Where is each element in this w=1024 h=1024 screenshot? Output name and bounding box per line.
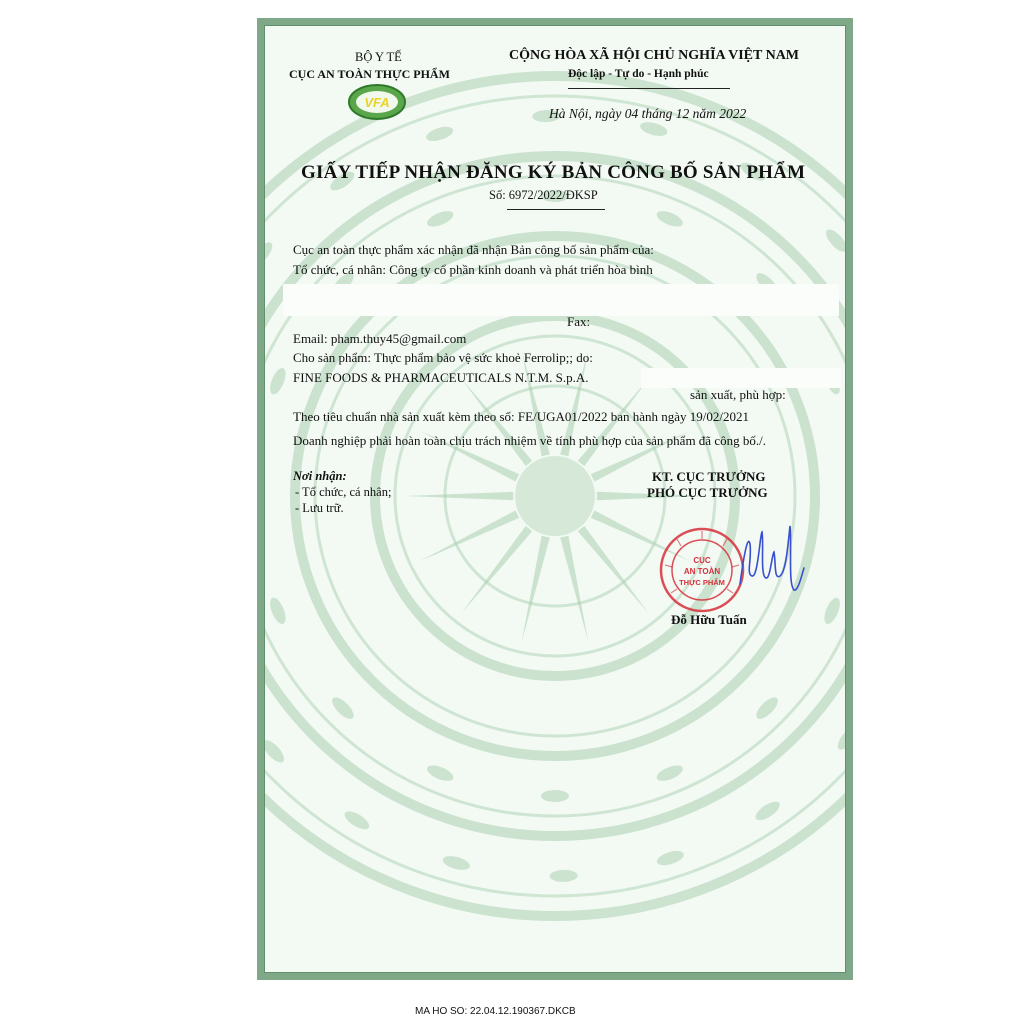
drum-motif: [425, 762, 455, 784]
handwritten-signature: [730, 514, 810, 600]
signer-name: Đỗ Hữu Tuấn: [671, 612, 747, 627]
drum-motif: [441, 854, 471, 873]
recipient-item: - Tổ chức, cá nhân;: [295, 485, 392, 499]
drum-star-ray: [420, 510, 519, 561]
drum-motif: [550, 870, 578, 883]
drum-motif: [425, 208, 455, 230]
seal-text-2: AN TOÀN: [683, 567, 721, 576]
redacted-manufacturer-address: [641, 368, 841, 388]
drum-motif: [329, 694, 357, 722]
signature-title-2: PHÓ CỤC TRƯỞNG: [647, 485, 768, 500]
drum-motif: [265, 239, 276, 268]
drum-star-ray: [405, 492, 513, 500]
dossier-code: MA HO SO: 22.04.12.190367.DKCB: [415, 1006, 576, 1017]
drum-motif: [753, 798, 783, 824]
drum-star-ray: [560, 536, 588, 642]
motto-underline: [568, 88, 730, 89]
drum-motif: [342, 808, 372, 833]
drum-motif: [267, 596, 289, 626]
product-text: Cho sản phẩm: Thực phẩm bảo vệ sức khoẻ Ferrolip;; do:: [293, 350, 593, 365]
drum-motif: [541, 790, 569, 802]
intro-text: Cục an toàn thực phẩm xác nhận đã nhận Bản công bố sản phẩm của:: [293, 242, 654, 257]
ministry-name: BỘ Y TẾ: [355, 50, 402, 64]
email-text: Email: pham.thuy45@gmail.com: [293, 331, 467, 346]
drum-motif: [821, 596, 843, 626]
certificate-frame: [257, 18, 853, 980]
recipients-title: Nơi nhận:: [293, 469, 347, 483]
drum-motif: [834, 724, 845, 753]
drum-motif: [639, 120, 669, 139]
agency-name: CỤC AN TOÀN THỰC PHẨM: [289, 67, 450, 81]
produced-text: sản xuất, phù hợp:: [690, 387, 786, 402]
organization-text: Tổ chức, cá nhân: Công ty cổ phần kinh doanh và phát triển hòa bình: [293, 262, 653, 277]
redacted-address: [283, 284, 839, 316]
drum-motif: [753, 694, 781, 722]
fax-text: Fax:: [567, 314, 591, 329]
drum-motif: [655, 848, 685, 868]
manufacturer-text: FINE FOODS & PHARMACEUTICALS N.T.M. S.p.A.: [293, 370, 589, 385]
standard-text: Theo tiêu chuẩn nhà sản xuất kèm theo số: FE/UGA01/2022 ban hành ngày 19/02/2021: [293, 409, 750, 424]
drum-star-ray: [522, 536, 550, 642]
drum-motif: [265, 737, 287, 766]
country-name: CỘNG HÒA XÃ HỘI CHỦ NGHĨA VIỆT NAM: [509, 48, 800, 63]
seal-text-3: THỰC PHẨM: [679, 578, 725, 587]
national-motto: Độc lập - Tự do - Hạnh phúc: [568, 68, 709, 80]
recipient-item: - Lưu trữ.: [295, 501, 344, 515]
vfa-logo: [346, 82, 408, 122]
drum-motif: [655, 762, 685, 784]
document-number: Số: 6972/2022/ĐKSP: [489, 188, 598, 202]
title-rule: [507, 209, 605, 210]
certificate-paper: [264, 25, 846, 973]
document-title: GIẤY TIẾP NHẬN ĐĂNG KÝ BẢN CÔNG BỐ SẢN PHẨM: [301, 162, 806, 183]
drum-motif: [655, 208, 685, 230]
seal-text-1: CỤC: [693, 556, 711, 565]
responsibility-text: Doanh nghiệp phải hoàn toàn chịu trách nhiệm về tính phù hợp của sản phẩm đã công bố./.: [293, 433, 766, 448]
drum-motif: [823, 226, 845, 255]
svg-text:VFA: VFA: [364, 95, 390, 110]
drum-motif: [267, 366, 289, 396]
drum-motif: [424, 124, 454, 144]
issue-date: Hà Nội, ngày 04 tháng 12 năm 2022: [549, 106, 747, 121]
signature-title-1: KT. CỤC TRƯỞNG: [652, 469, 766, 484]
